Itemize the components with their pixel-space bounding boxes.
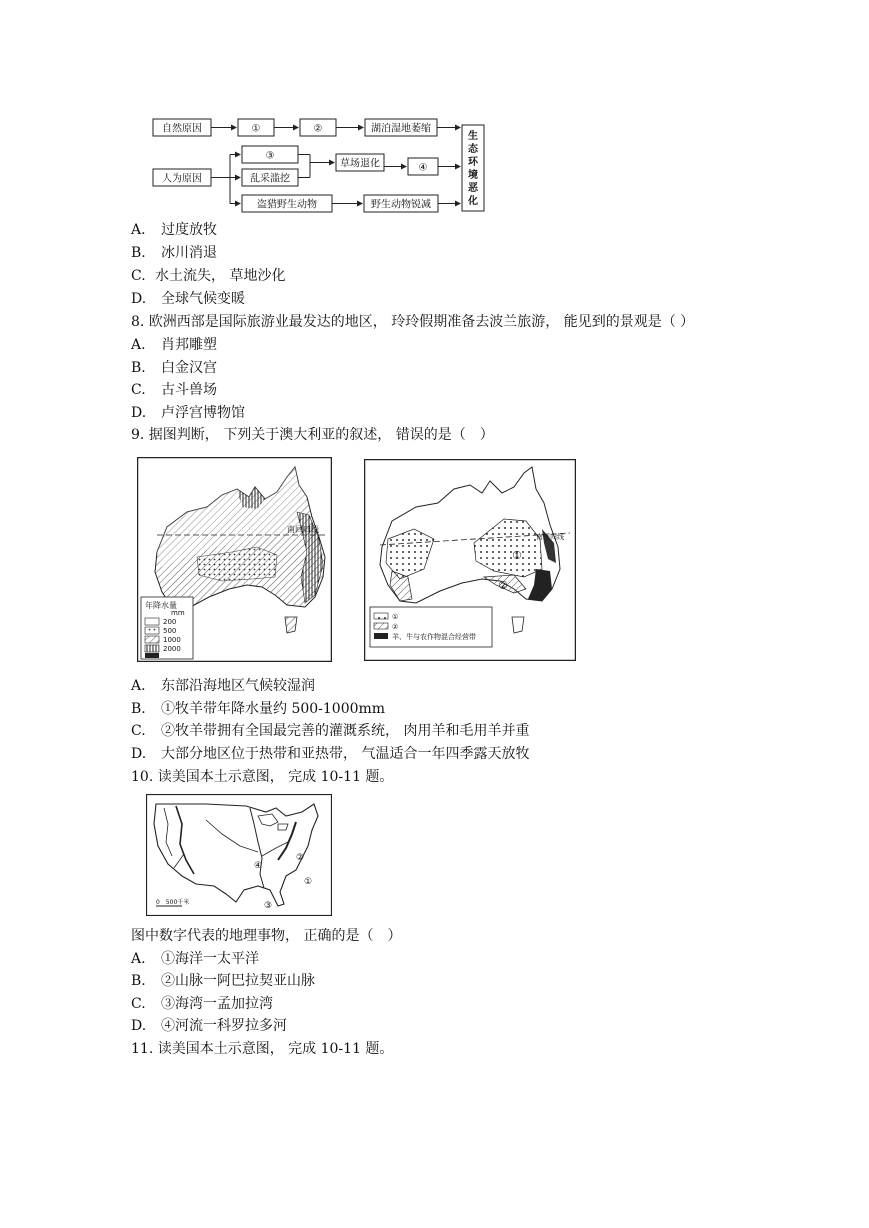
option-text: ③海湾一孟加拉湾: [161, 996, 273, 1012]
usa-scale: 0 500千米: [156, 899, 190, 906]
option-text: ②山脉一阿巴拉契亚山脉: [161, 973, 315, 989]
option-text: ①牧羊带年降水量约 500-1000mm: [161, 701, 386, 717]
option-letter: B.: [131, 973, 146, 989]
option-letter: D.: [131, 405, 147, 421]
label-c2: ②: [313, 123, 323, 135]
label-natural: 自然原因: [162, 123, 202, 135]
usa-map: [146, 794, 332, 916]
option-letter: B.: [131, 701, 146, 717]
label-eco-4: 境: [468, 170, 478, 181]
australia-precip-map: [137, 457, 332, 662]
option-letter: D.: [131, 746, 147, 762]
tropic-label-right: 南回归线: [536, 533, 564, 541]
q8-option-d[interactable]: [131, 403, 245, 423]
option-letter: A.: [131, 222, 146, 238]
option-letter: B.: [131, 360, 146, 376]
label-c1: ①: [251, 123, 261, 135]
option-text: 卢浮宫博物馆: [161, 405, 245, 421]
q9-stem: 9. 据图判断， 下列关于澳大利亚的叙述， 错误的是（ ）: [131, 427, 494, 443]
option-text: 全球气候变暖: [161, 291, 245, 307]
option-letter: D.: [131, 291, 147, 307]
legend-right-2: ②: [392, 623, 399, 631]
q9-option-c[interactable]: [131, 721, 529, 741]
option-letter: D.: [131, 1018, 147, 1034]
legend-unit: mm: [171, 609, 185, 617]
q10-stem: 10. 读美国本土示意图， 完成 10-11 题。: [131, 769, 394, 785]
option-letter: A.: [131, 337, 146, 353]
usa-mark-1: ①: [304, 877, 313, 887]
legend-value-2: 500: [163, 627, 177, 635]
q11-stem: 11. 读美国本土示意图， 完成 10-11 题。: [131, 1041, 394, 1057]
q8-option-b[interactable]: [131, 358, 217, 378]
q10-option-c[interactable]: [131, 994, 273, 1014]
label-eco-3: 环: [468, 157, 478, 168]
label-lake: 湖泊湿地萎缩: [371, 123, 431, 135]
option-text: ①海洋一太平洋: [161, 951, 259, 967]
q9-option-b[interactable]: [131, 699, 385, 719]
label-eco-1: 生: [468, 131, 478, 142]
option-text: ④河流一科罗拉多河: [161, 1018, 287, 1034]
option-text: 过度放牧: [161, 222, 217, 238]
option-letter: B.: [131, 245, 146, 261]
q8-option-c[interactable]: [131, 380, 217, 400]
option-letter: A.: [131, 678, 146, 694]
map-mark-1: ①: [512, 549, 522, 562]
map-mark-2: ②: [498, 579, 508, 592]
option-letter: C.: [131, 996, 146, 1012]
q7-option-d[interactable]: [131, 289, 245, 309]
option-text: 大部分地区位于热带和亚热带， 气温适合一年四季露天放牧: [161, 746, 530, 762]
option-letter: C.: [131, 268, 146, 284]
q10-option-b[interactable]: [131, 971, 315, 991]
q8-stem: 8. 欧洲西部是国际旅游业最发达的地区， 玲玲假期准备去波兰旅游， 能见到的景观是（ ）: [131, 314, 695, 330]
option-text: 白金汉宫: [161, 360, 217, 376]
label-c4: ④: [418, 162, 428, 174]
legend-value-4: 2000: [163, 645, 181, 653]
eco-flowchart: [150, 113, 490, 215]
q7-option-b[interactable]: [131, 243, 217, 263]
legend-right-1: ①: [392, 613, 399, 621]
legend-right-3: 羊、牛与农作物混合经营带: [392, 633, 476, 641]
q10-option-d[interactable]: [131, 1016, 287, 1036]
q9-option-d[interactable]: [131, 744, 529, 764]
label-dig: 乱采滥挖: [250, 173, 290, 185]
option-text: 水土流失， 草地沙化: [155, 268, 286, 284]
q10-question: 图中数字代表的地理事物， 正确的是（ ）: [131, 928, 402, 944]
legend-title: 年降水量: [145, 601, 177, 610]
option-text: ②牧羊带拥有全国最完善的灌溉系统， 肉用羊和毛用羊并重: [161, 723, 530, 739]
label-human: 人为原因: [162, 173, 202, 185]
q9-option-a[interactable]: [131, 676, 315, 696]
tropic-label-left: 南回归线: [287, 525, 319, 534]
label-eco-6: 化: [468, 196, 478, 207]
label-eco-5: 恶: [468, 183, 478, 194]
option-text: 东部沿海地区气候较湿润: [161, 678, 315, 694]
q8-option-a[interactable]: [131, 335, 217, 355]
option-letter: C.: [131, 382, 146, 398]
option-letter: A.: [131, 951, 146, 967]
label-c3: ③: [265, 150, 275, 162]
usa-mark-4: ④: [254, 861, 263, 871]
q10-option-a[interactable]: [131, 949, 259, 969]
option-text: 肖邦雕塑: [161, 337, 217, 353]
australia-pastoral-map: [364, 459, 576, 661]
q7-option-a[interactable]: [131, 220, 217, 240]
legend-value-3: 1000: [163, 636, 181, 644]
usa-mark-3: ③: [264, 901, 273, 911]
usa-mark-2: ②: [296, 853, 305, 863]
option-letter: C.: [131, 723, 146, 739]
option-text: 古斗兽场: [161, 382, 217, 398]
label-grass: 草场退化: [340, 158, 380, 170]
q7-option-c[interactable]: [131, 266, 285, 286]
option-text: 冰川消退: [161, 245, 217, 261]
legend-value-1: 200: [163, 618, 177, 626]
label-eco-2: 态: [468, 144, 478, 155]
label-wild: 野生动物锐减: [371, 199, 431, 211]
label-hunt: 盗猎野生动物: [257, 199, 317, 211]
